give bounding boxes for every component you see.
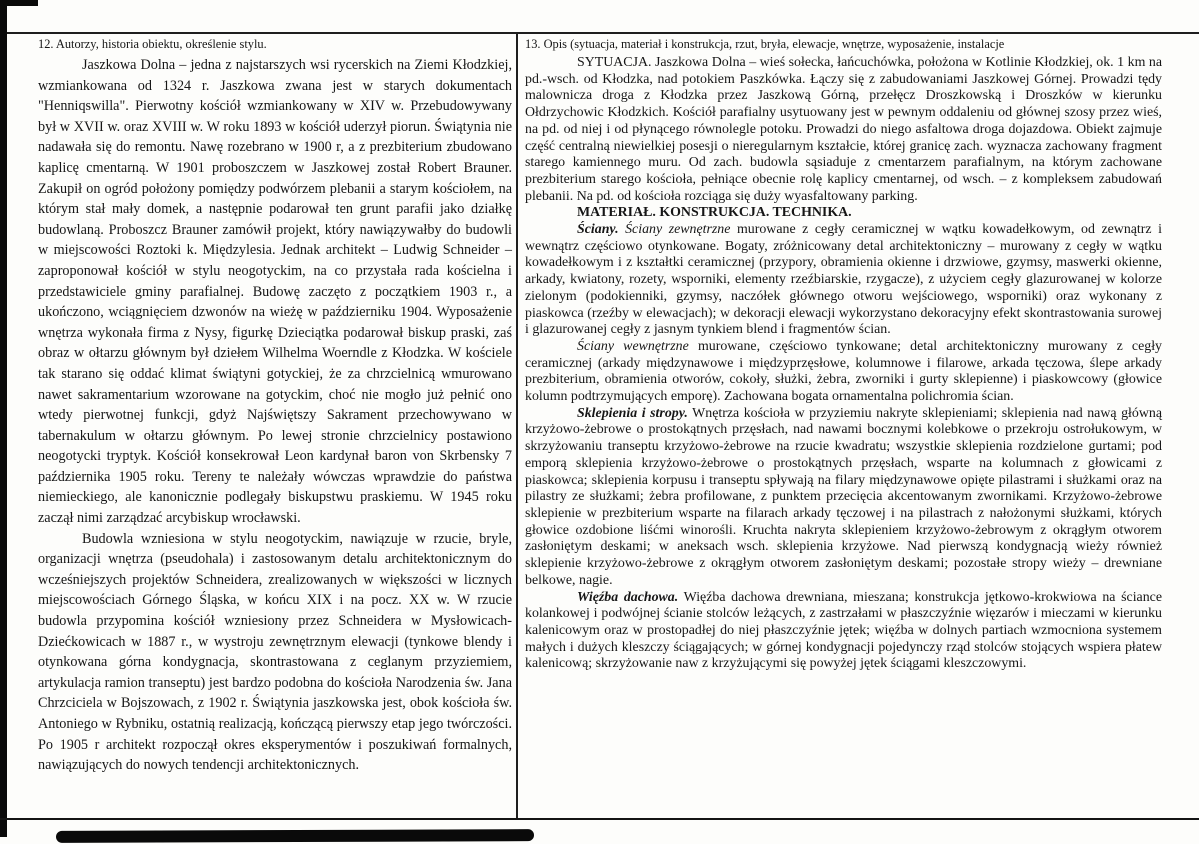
section-12-body (38, 55, 512, 776)
column-divider-rule (516, 32, 518, 820)
section-13-body (525, 55, 1162, 673)
text-run: SYTUACJA. Jaszkowa Dolna – wieś sołecka, łańcuchówka, położona w Kotlinie Kłodzkiej, ok. 1 km na pd.-wsch. od Kłodzka, nad potokiem Paszkówka. Łączy się z zabudowaniami Jaszkowej Górnej. Prowadzi tędy malownicza droga z Kłodzka przez Jaszkową Górną, przełęcz Droszkowską i Droszków w kierunku Ołdrzychowic Kłodzkich. Kościół parafialny usytuowany jest w pewnym oddaleniu od głównej szosy przez wieś, na pd. od niej i od płynącego równolegle potoku. Prowadzi do niego asfaltowa droga dojazdowa. Obiekt zajmuje część centralną niewielkiej posesji o nieregularnym kształcie, której granicę zach. wyznacza zachowany fragment starego kamiennego muru. Od zach. budowla sąsiaduje z cmentarzem parafialnym, na którym zachowane prezbiterium starego kościoła, pełniące obecnie rolę kaplicy cmentarnej, od wsch. – z kompleksem zabudowań plebanii. Na pd. od kościoła rozciąga się duży wyasfaltowany parking. (525, 55, 1162, 204)
paragraph (525, 339, 1162, 406)
text-run: MATERIAŁ. KONSTRUKCJA. TECHNIKA. (577, 205, 852, 221)
paragraph (38, 55, 512, 529)
paragraph (525, 406, 1162, 590)
scan-corner-mark-artifact (7, 0, 38, 6)
top-rule (7, 32, 1199, 34)
scan-edge-left-artifact (0, 0, 7, 837)
text-run: murowane, częściowo tynkowane; detal architektoniczny murowany z cegły ceramicznej (arkady międzynawowe i międzyprzęsłowe, kolumnowe i filarowe, arkada tęczowa, ślepe arkady prezbiterium, obramienia otworów, cokoły, służki, żebra, zworniki i gurty sklepienne) i piaskowcowy (głowice kolumn podtrzymujących emporę). Zachowana bogata ornamentalna polichromia ścian. (525, 338, 1163, 405)
paragraph (525, 205, 1162, 222)
section-13-column (525, 37, 1162, 673)
text-run: Sklepienia i stropy. (577, 405, 688, 421)
text-run: Więźba dachowa. (577, 589, 679, 605)
text-run: Więźba dachowa drewniana, mieszana; konstrukcja jętkowo-krokwiowa na ściance kolankowej i podwójnej ścianie stolców leżących, z zastrzałami w płaszczyźnie więzarów i mieczami w kierunku kalenicowym oraz w prostopadłej do niej płaszczyźnie jętek; więźba w dolnych partiach wzmocniona systemem małych i dużych kleszczy ściągających; w górnej kondygnacji pojedynczy rząd stolców stojących wspiera płatew kalenicową; skrzyżowanie naw z krzyżującymi się powyżej jętek ściągami kleszczowymi. (525, 589, 1162, 672)
paragraph (525, 55, 1162, 205)
text-run: murowane z cegły ceramicznej w wątku kowadełkowym, od zewnątrz i wewnątrz częściowo otynkowane. Bogaty, zróżnicowany detal architektoniczny – murowany z cegły w wątku kowadełkowym i z kształtki ceramicznej (przypory, obramienia okienne i drzwiowe, gzymsy, maswerki okienne, arkady, kwiatony, rozety, wsporniki, elementy rzeźbiarskie, rzygacze), z użyciem cegły glazurowanej w kolorze zielonym (podokienniki, gzymsy, naczółek głównego otworu wejściowego, wsporniki) oraz wykonany z piaskowca (rzeźby w elewacjach); w dekoracji elewacji wykorzystano dekoracyjny efekt skontrastowania surowej i glazurowanej cegły z jasnym tynkiem blend i fragmentów ścian. (525, 222, 1162, 338)
section-12-column (38, 37, 512, 776)
paragraph (525, 590, 1162, 674)
section-13-header: 13. Opis (sytuacja, materiał i konstrukcja, rzut, bryła, elewacje, wnętrze, wyposażenie, instalacje (525, 37, 1005, 51)
bottom-rule (0, 818, 1199, 820)
paragraph (525, 222, 1162, 339)
scan-bottom-blob-artifact (56, 829, 534, 843)
text-run: Ściany. (577, 222, 626, 238)
text-run: Wnętrza kościoła w przyziemiu nakryte sklepieniami; sklepienia nad nawą główną krzyżowo-żebrowe o prostokątnych przęsłach, nad nawami bocznymi kolebkowe o przekroju ostrołukowym, w skrzyżowaniu transeptu krzyżowo-żebrowe na rzucie kwadratu; wszystkie sklepienia rozdzielone gurtami; pod emporą sklepienia krzyżowo-żebrowe o prostokątnych przęsłach, wsparte na kolumnach z głowicami z piaskowca; sklepienia korpusu i transeptu spływają na filary międzynawowe opięte pilastrami i służkami oraz na pilastry ze służkami; żebra profilowane, z punktem przecięcia akcentowanym zwornikami. Krzyżowo-żebrowe sklepienie w prezbiterium wsparte na filarach arkady tęczowej i na pilastrach z nałożonymi służkami, których głowice ozdobione liśćmi winorośli. Kruchta nakryta sklepieniem krzyżowo-żebrowym z okrągłym otworem zasłoniętym deskami; w aneksach wsch. sklepienia krzyżowe. Nad pierwszą kondygnacją wieży również sklepienie krzyżowo-żebrowe z okrągłym otworem zasłoniętym deskami; pozostałe stropy wieży – drewniane belkowe, nagie. (525, 405, 1162, 588)
section-12-header: 12. Autorzy, historia obiektu, określenie stylu. (38, 37, 267, 51)
text-run: Ściany wewnętrzne (577, 338, 689, 354)
text-run: Jaszkowa Dolna – jedna z najstarszych wsi rycerskich na Ziemi Kłodzkiej, wzmiankowana od 1324 r. Jaszkowa zwana jest w starych dokumentach "Henniqswilla". Pierwotny kościół wzmiankowany w XIV w. Przebudowywany był w XVII w. oraz XVIII w. W roku 1893 w kościół uderzył piorun. Świątynia nie nadawała się do remontu. Nawę rozebrano w 1900 r, a z prezbiterium zbudowano kaplicę cmentarną. W 1901 proboszczem w Jaszkowej został Robert Brauner. Zakupił on ogród położony pomiędzy podwórzem plebanii a starym kościołem, na którym stał mały domek, a następnie podarował ten grunt parafii jako działkę budowlaną. Proboszcz Brauner zamówił projekt, który nawiązywałby do budowli w miejscowości Roztoki k. Międzylesia. Jednak architekt – Ludwig Schneider – zaproponował kościół w stylu neogotyckim, na co przystała rada kościelna i przedstawiciele gminy parafialnej. Budowę zaczęto z początkiem 1903 r., a ukończono, wciągnięciem dzwonów na wieżę w październiku 1904. Wyposażenie wnętrza wykonała firma z Nysy, figurkę Dzieciątka podarował biskup praski, zaś obraz w ołtarzu głównym był dziełem Wilhelma Woerndle z Kłodzka. W kościele tak starano się oddać klimat świątyni gotyckiej, że za chrzcielnicą wmurowano nawet sakramentarium wzorowane na gotyckim, choć nie mogło już pełnić ono wtedy pierwotnej funkcji, gdyż Najświętszy Sakrament przechowywano w tabernakulum w ołtarzu głównym. Po lewej stronie chrzcielnicy postawiono neogotycki tryptyk. Kościół konsekrował Leon kardynał baron von Skrbensky 7 października 1905 roku. Tereny te należały wówczas wprawdzie do państwa niemieckiego, ale kanonicznie podlegały biskupstwu praskiemu. W 1945 roku zaczął nimi zarządzać arcybiskup wrocławski. (38, 57, 512, 527)
text-run: Budowla wzniesiona w stylu neogotyckim, nawiązuje w rzucie, bryle, organizacji wnętrza (pseudohala) i zastosowanym detalu architektonicznym do wcześniejszych projektów Schneidera, zrealizowanych w większości w licznych miejscowościach Górnego Śląska, w końcu XIX i na pocz. XX w. W rzucie budowla przypomina kościół wzniesiony przez Schneidera w Mysłowicach-Dziećkowicach w 1887 r., w wystroju zewnętrznym elewacji (tynkowe blendy i otynkowana górna kondygnacja, skontrastowana z ceglanym przyziemiem, artykulacja ramion transeptu) jest bardzo podobna do kościoła Narodzenia św. Jana Chrzciciela w Bojszowach, z 1902 r. Świątynia jaszkowska jest, obok kościoła św. Antoniego w Rybniku, ostatnią realizacją, kończącą pierwszy etap jego twórczości. Po 1905 r architekt rozpoczął okres eksperymentów i poszukiwań formalnych, nawiązujących do nowych tendencji architektonicznych. (38, 530, 512, 774)
paragraph (38, 529, 512, 776)
text-run: Ściany zewnętrzne (625, 222, 731, 238)
